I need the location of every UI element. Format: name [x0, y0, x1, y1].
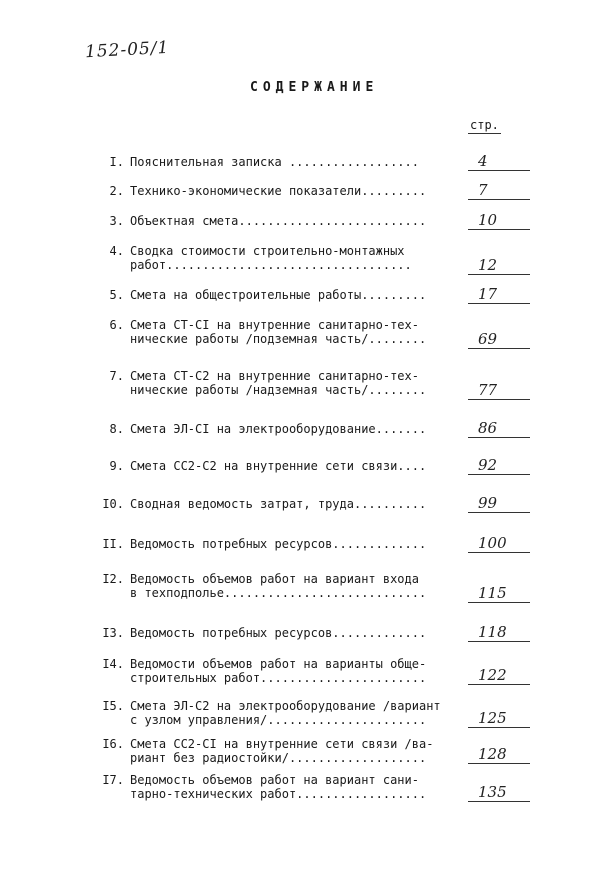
- entry-title-continued: в техподполье............................: [130, 586, 427, 600]
- entry-title-continued: риант без радиостойки/...................: [130, 751, 427, 765]
- entry-number: I5.: [102, 699, 124, 713]
- entry-title-continued: строительных работ.......................: [130, 671, 427, 685]
- entry-title: Смета ЭЛ-СI на электрооборудование.......: [130, 422, 427, 436]
- entry-number: I4.: [102, 657, 124, 671]
- page-number: 128: [468, 745, 530, 764]
- page-number: 10: [468, 211, 530, 230]
- page-number: 86: [468, 419, 530, 438]
- doc-title: СОДЕРЖАНИЕ: [250, 80, 379, 95]
- entry-title-continued: нические работы /подземная часть/........: [130, 332, 427, 346]
- entry-number: 4.: [109, 244, 124, 258]
- entry-title-continued: работ..................................: [130, 258, 412, 272]
- page-number: 115: [468, 584, 530, 603]
- entry-number: II.: [102, 537, 124, 551]
- entry-number: 7.: [109, 369, 124, 383]
- entry-title: Смета СТ-С2 на внутренние санитарно-тех-: [130, 369, 419, 383]
- page-number: 12: [468, 256, 530, 275]
- entry-number: I7.: [102, 773, 124, 787]
- entry-number: I2.: [102, 572, 124, 586]
- page-number: 17: [468, 285, 530, 304]
- entry-title: Ведомости объемов работ на варианты обще-: [130, 657, 427, 671]
- entry-title: Сводка стоимости строительно-монтажных: [130, 244, 405, 258]
- entry-number: I0.: [102, 497, 124, 511]
- entry-title: Ведомость потребных ресурсов.............: [130, 626, 427, 640]
- entry-number: 5.: [109, 288, 124, 302]
- entry-number: 8.: [109, 422, 124, 436]
- entry-title-continued: нические работы /надземная часть/........: [130, 383, 427, 397]
- entry-title: Смета СТ-СI на внутренние санитарно-тех-: [130, 318, 419, 332]
- page-number: 100: [468, 534, 530, 553]
- entry-title-continued: тарно-технических работ..................: [130, 787, 427, 801]
- page-number: 69: [468, 330, 530, 349]
- entry-number: I6.: [102, 737, 124, 751]
- entry-title-continued: с узлом управления/......................: [130, 713, 427, 727]
- page-number: 118: [468, 623, 530, 642]
- page-number: 4: [468, 152, 530, 171]
- entry-number: 2.: [109, 184, 124, 198]
- entry-title: Смета на общестроительные работы.........: [130, 288, 427, 302]
- entry-title: Смета СС2-С2 на внутренние сети связи....: [130, 459, 427, 473]
- page-number: 92: [468, 456, 530, 475]
- entry-number: 6.: [109, 318, 124, 332]
- entry-number: 3.: [109, 214, 124, 228]
- entry-title: Ведомость потребных ресурсов.............: [130, 537, 427, 551]
- entry-number: 9.: [109, 459, 124, 473]
- entry-title: Пояснительная записка ..................: [130, 155, 419, 169]
- entry-title: Ведомость объемов работ на вариант входа: [130, 572, 419, 586]
- page-number: 125: [468, 709, 530, 728]
- page-number: 122: [468, 666, 530, 685]
- entry-title: Смета СС2-СI на внутренние сети связи /ва-: [130, 737, 434, 751]
- entry-number: I3.: [102, 626, 124, 640]
- page-column-header: стр.: [470, 118, 499, 132]
- page-number: 77: [468, 381, 530, 400]
- doc-number: 152-05/1: [84, 37, 170, 63]
- entry-title: Ведомость объемов работ на вариант сани-: [130, 773, 419, 787]
- entry-number: I.: [109, 155, 124, 169]
- page-number: 135: [468, 783, 530, 802]
- entry-title: Технико-экономические показатели.........: [130, 184, 427, 198]
- entry-title: Смета ЭЛ-С2 на электрооборудование /вариант: [130, 699, 441, 713]
- entry-title: Объектная смета..........................: [130, 214, 427, 228]
- entry-title: Сводная ведомость затрат, труда..........: [130, 497, 427, 511]
- page-number: 99: [468, 494, 530, 513]
- page-number: 7: [468, 181, 530, 200]
